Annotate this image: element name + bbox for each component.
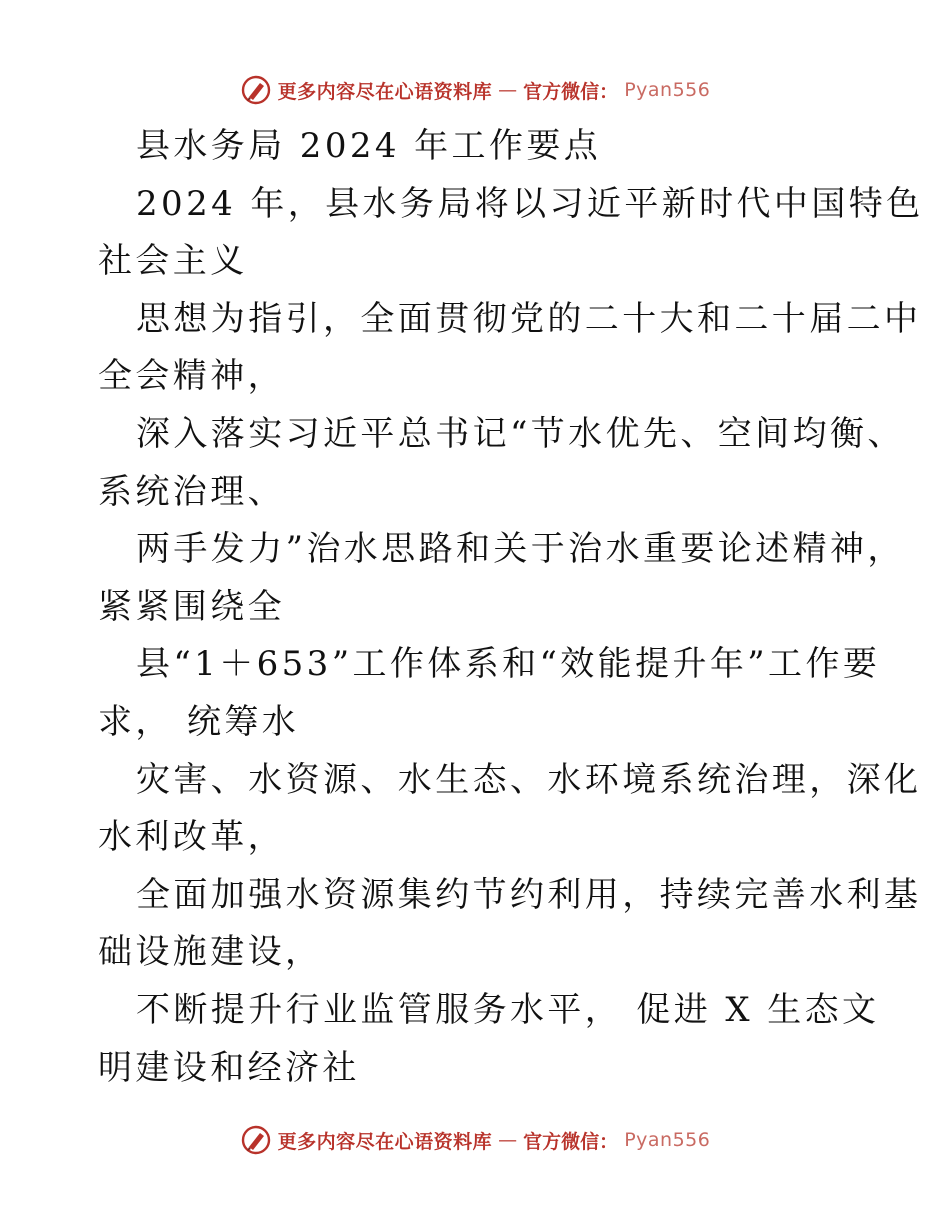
header-watermark — [0, 70, 950, 110]
paragraph-line: 社会主义 — [98, 241, 248, 282]
document-title: 县水务局 2024 年工作要点 — [136, 126, 602, 166]
paragraph-line: 明建设和经济社 — [98, 1047, 360, 1088]
watermark-wechat-label: 官方微信： — [523, 1130, 619, 1153]
watermark-account: Pyan556 — [624, 79, 711, 101]
watermark-dash: — — [498, 79, 518, 101]
paragraph-line: 础设施建设， — [98, 932, 323, 973]
paragraph-line: 县“1＋653”工作体系和“效能提升年”工作要 — [136, 644, 881, 685]
watermark-account: Pyan556 — [624, 1129, 711, 1151]
paragraph-line: 不断提升行业监管服务水平， 促进 X 生态文 — [136, 989, 880, 1030]
paragraph-line: 紧紧围绕全 — [98, 586, 285, 627]
pen-nib-circle-icon — [240, 74, 272, 106]
watermark-brand: 更多内容尽在心语资料库 — [277, 1130, 493, 1153]
paragraph-line: 全面加强水资源集约节约利用，持续完善水利基 — [136, 874, 922, 915]
watermark-wechat-label: 官方微信： — [523, 80, 619, 103]
paragraph-line: 系统治理、 — [98, 471, 285, 512]
paragraph-line: 全会精神， — [98, 356, 285, 397]
paragraph-line: 两手发力”治水思路和关于治水重要论述精神， — [136, 529, 905, 570]
footer-watermark — [0, 1120, 950, 1160]
paragraph-line: 求， 统筹水 — [98, 701, 300, 742]
paragraph-line: 水利改革， — [98, 817, 285, 858]
watermark-dash: — — [498, 1129, 518, 1151]
document-body — [98, 118, 924, 1097]
paragraph-line: 深入落实习近平总书记“节水优先、空间均衡、 — [136, 413, 905, 454]
paragraph-line: 灾害、水资源、水生态、水环境系统治理，深化 — [136, 759, 922, 800]
watermark-brand: 更多内容尽在心语资料库 — [277, 80, 493, 103]
pen-nib-circle-icon — [240, 1124, 272, 1156]
paragraph-line: 思想为指引，全面贯彻党的二十大和二十届二中 — [136, 298, 922, 339]
paragraph-line: 2024 年，县水务局将以习近平新时代中国特色 — [136, 183, 924, 224]
